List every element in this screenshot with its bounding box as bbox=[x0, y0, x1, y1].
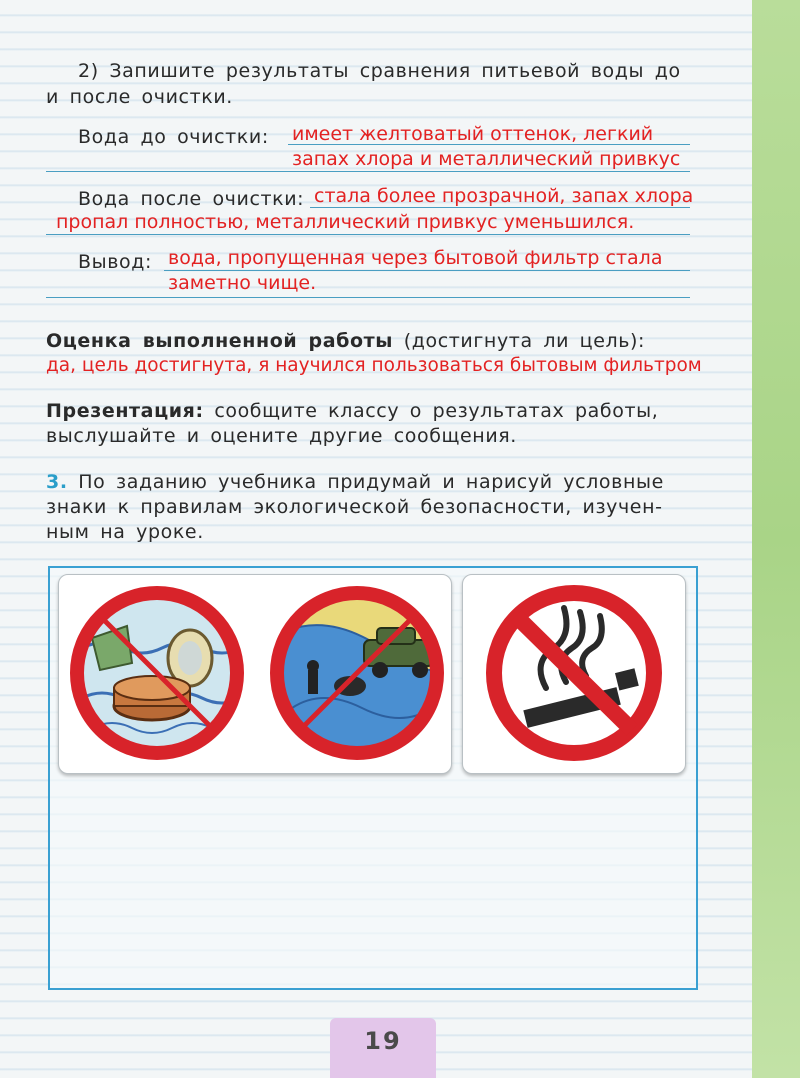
task3-number: 3. bbox=[46, 471, 68, 493]
task3-line1 bbox=[46, 469, 664, 495]
presentation-label: Презентация: bbox=[46, 400, 204, 422]
no-litter-in-water-sign bbox=[62, 578, 252, 768]
after-answer-line1: стала более прозрачной, запах хлора bbox=[314, 185, 694, 207]
presentation-text: сообщите классу о результатах работы, bbox=[214, 400, 659, 422]
answer-rule bbox=[46, 297, 690, 298]
task2-line2: и после очистки. bbox=[46, 86, 233, 108]
evaluation-label: Оценка выполненной работы bbox=[46, 330, 394, 352]
task3-line2: знаки к правилам экологической безопасности, изучен- bbox=[46, 496, 663, 518]
answer-rule bbox=[46, 171, 690, 172]
presentation-line2: выслушайте и оцените другие сообщения. bbox=[46, 425, 517, 447]
answer-rule bbox=[46, 234, 690, 235]
evaluation-label-rest: (достигнута ли цель): bbox=[403, 330, 646, 352]
conclusion-answer-line1: вода, пропущенная через бытовой фильтр стала bbox=[168, 247, 663, 269]
task3-line3: ным на уроке. bbox=[46, 521, 204, 543]
page-number: 19 bbox=[330, 1018, 436, 1078]
task2-line1: 2) Запишите результаты сравнения питьевой воды до bbox=[78, 60, 681, 82]
no-smoking-sign bbox=[474, 580, 674, 766]
presentation-line1 bbox=[46, 398, 658, 424]
evaluation-answer: да, цель достигнута, я научился пользоваться бытовым фильтром bbox=[46, 355, 702, 376]
no-car-washing-in-river-sign bbox=[262, 578, 452, 768]
before-answer-line2: запах хлора и металлический привкус bbox=[292, 148, 681, 170]
after-label: Вода после очистки: bbox=[78, 188, 305, 210]
after-answer-line2: пропал полностью, металлический привкус уменьшился. bbox=[56, 211, 635, 233]
conclusion-answer-line2: заметно чище. bbox=[168, 272, 317, 294]
conclusion-label: Вывод: bbox=[78, 251, 152, 273]
answer-rule bbox=[310, 207, 690, 208]
task3-text: По заданию учебника придумай и нарисуй условные bbox=[78, 471, 664, 493]
answer-rule bbox=[288, 144, 690, 145]
before-label: Вода до очистки: bbox=[78, 126, 269, 148]
before-answer-line1: имеет желтоватый оттенок, легкий bbox=[292, 123, 654, 145]
evaluation-prompt bbox=[46, 328, 645, 354]
page-edge-decoration bbox=[752, 0, 800, 1078]
